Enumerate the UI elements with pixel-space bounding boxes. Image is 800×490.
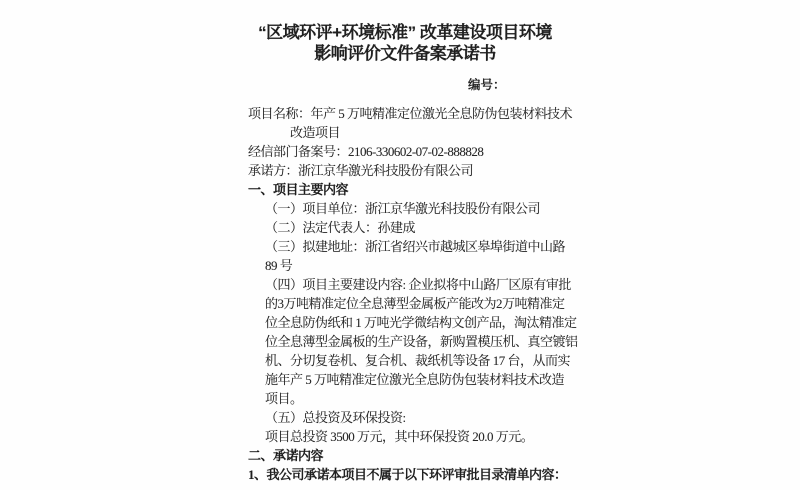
field-promisor: 承诺方：浙江京华激光科技股份有限公司 <box>248 163 474 178</box>
item-1-project-unit: （一）项目单位：浙江京华激光科技股份有限公司 <box>265 201 541 216</box>
commitment-item-1: 1、我公司承诺本项目不属于以下环评审批目录清单内容： <box>248 467 567 482</box>
document-body <box>248 104 578 484</box>
field-project-name-cont: 改造项目 <box>290 125 341 140</box>
item-4-content-cont-1: 的3万吨精准定位全息薄型金属板产能改为2万吨精准定 <box>265 296 565 311</box>
field-filing-number: 经信部门备案号：2106-330602-07-02-888828 <box>248 144 484 159</box>
serial-number-label: 编号： <box>468 78 506 92</box>
item-4-content-cont-3: 位全息薄型金属板的生产设备，新购置模压机、真空镀铝 <box>265 334 578 349</box>
document-title-line-2: 影响评价文件备案承诺书 <box>314 44 496 63</box>
section-2-heading: 二、承诺内容 <box>248 448 324 463</box>
item-2-legal-representative: （二）法定代表人：孙建成 <box>265 220 416 235</box>
item-5-investment-detail: 项目总投资 3500 万元，其中环保投资 20.0 万元。 <box>265 429 534 444</box>
item-4-construction-content: （四）项目主要建设内容: 企业拟将中山路厂区原有审批 <box>265 277 571 292</box>
item-4-content-cont-2: 位全息防伪纸和 1 万吨光学微结构文创产品，淘汰精准定 <box>265 315 577 330</box>
field-project-name: 项目名称：年产 5 万吨精准定位激光全息防伪包装材料技术 <box>248 106 573 121</box>
item-3-address-cont: 89 号 <box>265 258 293 273</box>
item-4-content-cont-5: 施年产 5 万吨精准定位激光全息防伪包装材料技术改造 <box>265 372 565 387</box>
item-5-investment-heading: （五）总投资及环保投资: <box>265 410 406 425</box>
document-title <box>240 22 570 64</box>
item-3-proposed-address: （三）拟建地址：浙江省绍兴市越城区皋埠街道中山路 <box>265 239 566 254</box>
document-title-line-1: “区域环评+环境标准” 改革建设项目环境 <box>258 23 552 42</box>
section-1-heading: 一、项目主要内容 <box>248 182 349 197</box>
item-4-content-end: 项目。 <box>265 391 303 406</box>
item-4-content-cont-4: 机、分切复卷机、复合机、裁纸机等设备 17 台，从而实 <box>265 353 571 368</box>
